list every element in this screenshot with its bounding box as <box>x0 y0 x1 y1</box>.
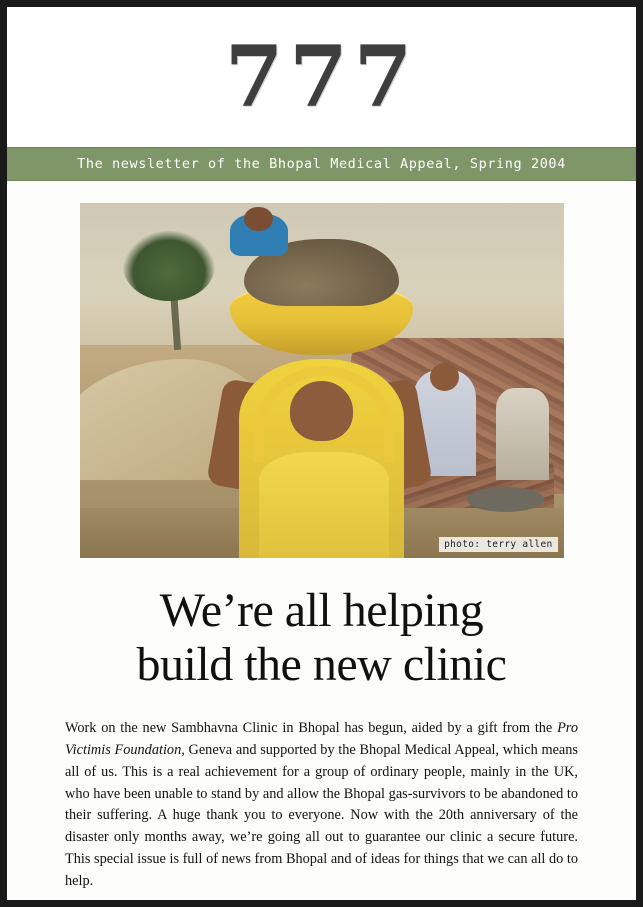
headline-line-1: We’re all helping <box>159 584 484 637</box>
photo-metal-pan <box>467 487 544 512</box>
masthead-title: 777 <box>224 27 419 126</box>
strapline-band <box>7 147 636 181</box>
cover-photo-image <box>80 203 564 558</box>
page-title <box>47 584 596 692</box>
standfirst-italic-foundation: Pro Victimis Foundation <box>65 720 578 759</box>
photo-credit: photo: terry allen <box>439 537 557 552</box>
photo-palm-tree <box>123 231 215 301</box>
standfirst-part-1: Work on the new Sambhavna Clinic in Bhopal has begun, aided by a gift from the <box>65 720 558 737</box>
masthead <box>7 7 636 147</box>
headline-line-2: build the new clinic <box>136 638 507 692</box>
photo-child-right <box>496 388 549 480</box>
standfirst-part-2: , Geneva and supported by the Bhopal Medical Appeal, which means all of us. This is a real achievement for a group of ordinary people, mainly in the UK, who have been unable to stand by and allow the Bhopal gas-survivors to be abandoned to their suffering. A huge thank you to everyone. Now with the 20th anniversary of the disaster only months away, we’re going all out to guarantee our clinic a secure future. This special issue is full of news from Bhopal and of ideas for things that we can all do to help. <box>65 742 578 889</box>
standfirst-paragraph <box>65 718 578 892</box>
cover-photo <box>80 203 564 558</box>
page-sheet <box>7 7 636 900</box>
photo-woman-scarf <box>259 452 390 559</box>
strapline-text: The newsletter of the Bhopal Medical Appeal, Spring 2004 <box>77 156 566 172</box>
